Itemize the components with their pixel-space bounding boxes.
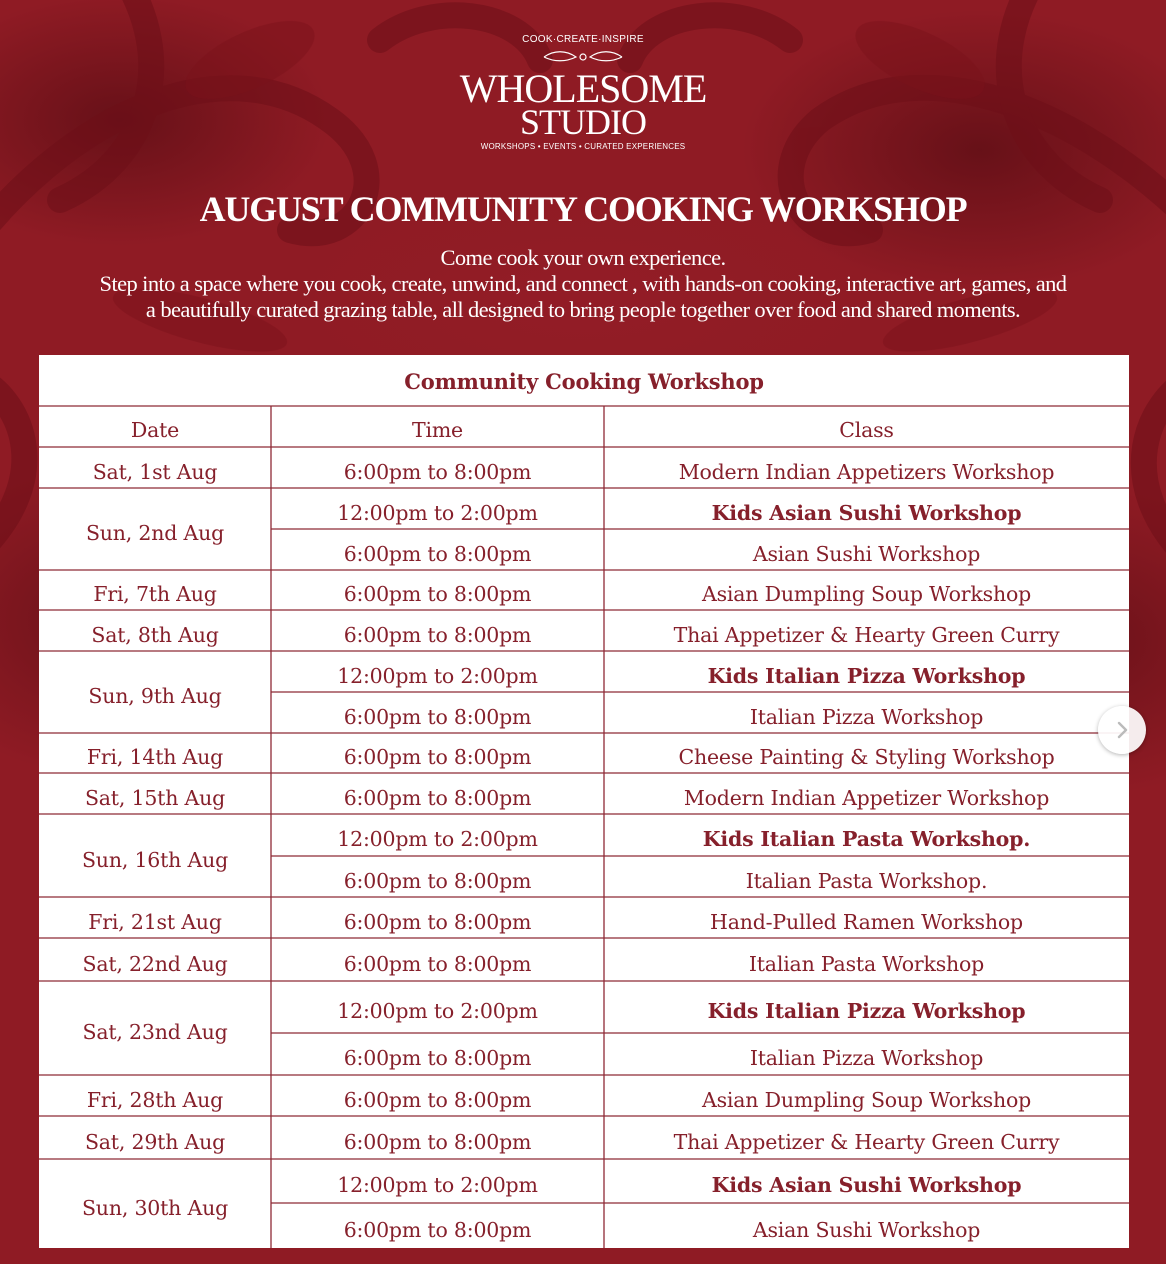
class-cell: Italian Pasta Workshop. xyxy=(745,868,988,893)
column-header-class: Class xyxy=(839,418,894,442)
logo-brand-line1: WHOLESOME xyxy=(459,66,707,111)
time-cell: 12:00pm to 2:00pm xyxy=(337,663,538,688)
time-cell: 6:00pm to 8:00pm xyxy=(343,541,532,566)
date-cell: Sat, 8th Aug xyxy=(91,622,219,647)
subtitle-line-3: a beautifully curated grazing table, all designed to bring people together over food and shared moments. xyxy=(145,297,1021,322)
date-cell: Fri, 21st Aug xyxy=(88,909,222,934)
time-cell: 6:00pm to 8:00pm xyxy=(343,785,532,810)
class-cell: Italian Pizza Workshop xyxy=(749,704,984,729)
time-cell: 12:00pm to 2:00pm xyxy=(337,999,538,1023)
date-cell: Sat, 22nd Aug xyxy=(82,951,228,976)
kids-class-cell: Kids Asian Sushi Workshop xyxy=(711,500,1022,525)
time-cell: 12:00pm to 2:00pm xyxy=(337,827,538,851)
kids-class-cell: Kids Asian Sushi Workshop xyxy=(711,1173,1022,1197)
kids-class-cell: Kids Italian Pizza Workshop xyxy=(707,999,1026,1023)
time-cell: 6:00pm to 8:00pm xyxy=(343,868,532,893)
time-cell: 6:00pm to 8:00pm xyxy=(343,745,532,769)
time-cell: 6:00pm to 8:00pm xyxy=(343,1217,532,1242)
class-cell: Modern Indian Appetizers Workshop xyxy=(678,459,1055,484)
date-cell: Fri, 14th Aug xyxy=(86,745,224,769)
time-cell: 6:00pm to 8:00pm xyxy=(343,951,532,976)
date-cell: Sun, 30th Aug xyxy=(81,1195,229,1220)
date-cell: Sun, 9th Aug xyxy=(88,684,222,708)
class-cell: Thai Appetizer & Hearty Green Curry xyxy=(673,1129,1060,1154)
time-cell: 6:00pm to 8:00pm xyxy=(343,1129,532,1154)
page-title: AUGUST COMMUNITY COOKING WORKSHOP xyxy=(199,189,967,229)
date-cell: Sat, 23nd Aug xyxy=(82,1020,228,1044)
class-cell: Asian Dumpling Soup Workshop xyxy=(701,582,1032,606)
time-cell: 6:00pm to 8:00pm xyxy=(343,622,532,647)
class-cell: Italian Pizza Workshop xyxy=(749,1046,984,1070)
time-cell: 6:00pm to 8:00pm xyxy=(343,1046,532,1070)
class-cell: Hand-Pulled Ramen Workshop xyxy=(710,909,1023,934)
class-cell: Asian Sushi Workshop xyxy=(752,1217,981,1242)
schedule-table xyxy=(39,355,1129,1248)
subtitle-line-2: Step into a space where you cook, create, unwind, and connect , with hands-on cooking, interactive art, games, and xyxy=(99,271,1067,296)
column-header-time: Time xyxy=(411,418,463,442)
date-cell: Fri, 7th Aug xyxy=(93,582,217,606)
logo-ornament-icon xyxy=(540,48,626,66)
class-cell: Thai Appetizer & Hearty Green Curry xyxy=(673,622,1060,647)
logo-brand-line2: STUDIO xyxy=(520,102,646,142)
column-header-date: Date xyxy=(130,418,180,442)
date-cell: Sun, 2nd Aug xyxy=(85,521,225,545)
time-cell: 12:00pm to 2:00pm xyxy=(337,1173,538,1197)
chevron-right-icon xyxy=(1111,719,1133,741)
class-cell: Cheese Painting & Styling Workshop xyxy=(678,745,1055,769)
time-cell: 6:00pm to 8:00pm xyxy=(343,582,532,606)
kids-class-cell: Kids Italian Pasta Workshop. xyxy=(702,827,1031,851)
class-cell: Asian Sushi Workshop xyxy=(752,541,981,566)
subtitle-line-1: Come cook your own experience. xyxy=(440,245,726,270)
logo-services: WORKSHOPS • EVENTS • CURATED EXPERIENCES xyxy=(480,142,686,151)
class-cell: Asian Dumpling Soup Workshop xyxy=(701,1087,1032,1112)
next-slide-button[interactable] xyxy=(1098,706,1146,754)
time-cell: 12:00pm to 2:00pm xyxy=(337,500,538,525)
date-cell: Fri, 28th Aug xyxy=(86,1087,224,1112)
time-cell: 6:00pm to 8:00pm xyxy=(343,1087,532,1112)
time-cell: 6:00pm to 8:00pm xyxy=(343,459,532,484)
time-cell: 6:00pm to 8:00pm xyxy=(343,909,532,934)
date-cell: Sat, 1st Aug xyxy=(92,459,218,484)
date-cell: Sun, 16th Aug xyxy=(81,847,229,872)
time-cell: 6:00pm to 8:00pm xyxy=(343,704,532,729)
kids-class-cell: Kids Italian Pizza Workshop xyxy=(707,663,1026,688)
table-title: Community Cooking Workshop xyxy=(404,369,764,394)
class-cell: Modern Indian Appetizer Workshop xyxy=(683,785,1050,810)
logo-tagline: COOK·CREATE·INSPIRE xyxy=(522,34,644,45)
class-cell: Italian Pasta Workshop xyxy=(748,951,985,976)
date-cell: Sat, 29th Aug xyxy=(84,1129,226,1154)
date-cell: Sat, 15th Aug xyxy=(84,785,226,810)
